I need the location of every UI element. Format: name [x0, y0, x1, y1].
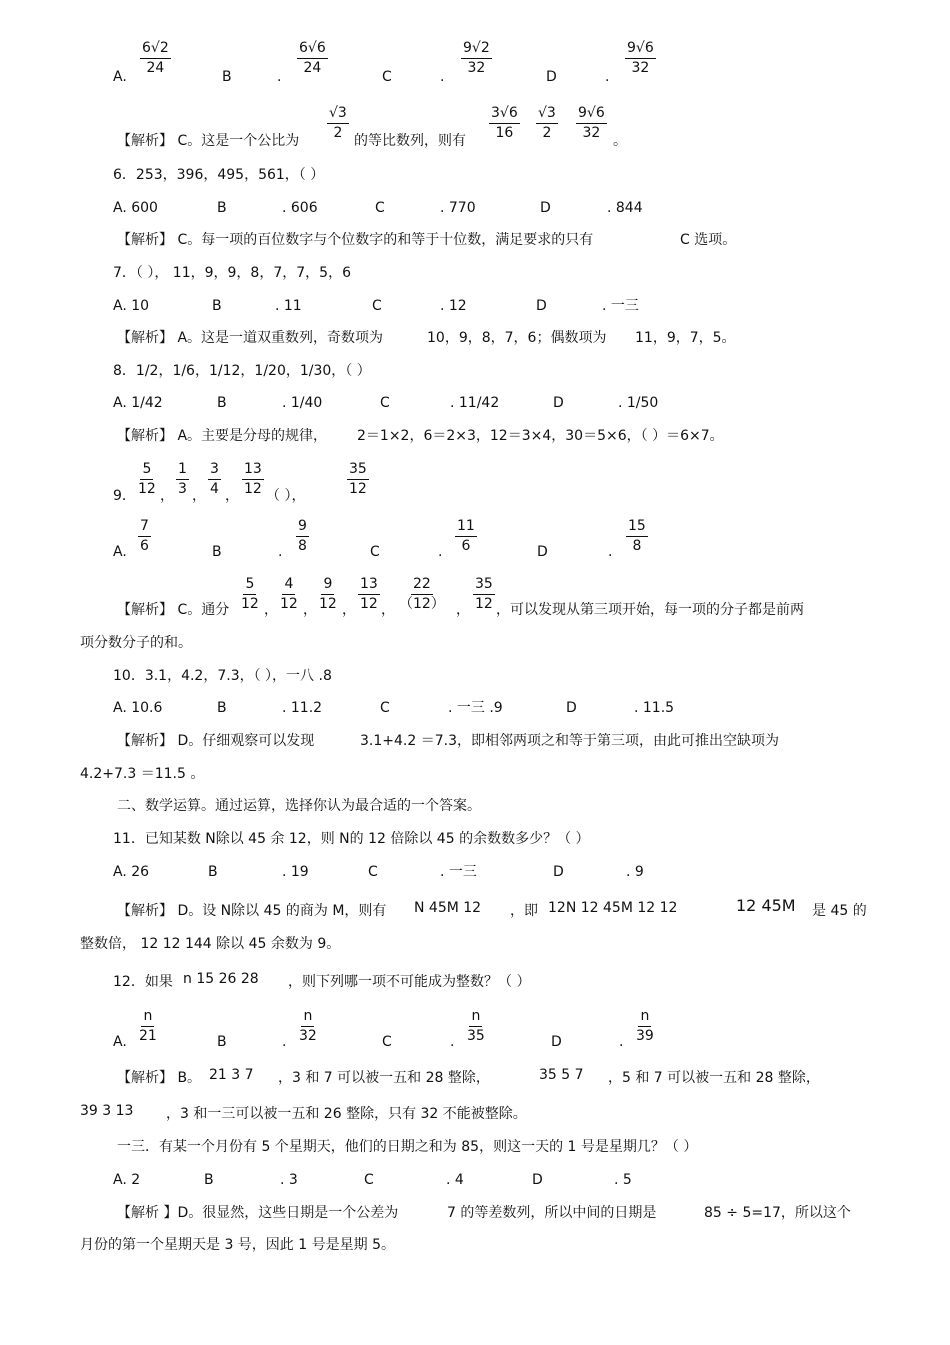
- q12-option-b-letter: B: [217, 1034, 227, 1050]
- q9-analysis-term-3: [319, 576, 337, 612]
- q11-option-c: . 一三: [440, 864, 477, 880]
- numerator: n: [469, 1008, 482, 1027]
- q8-option-d-letter: D: [553, 395, 564, 411]
- q12-analysis-a: 【解析】 B。: [117, 1070, 202, 1086]
- q13-option-d: . 5: [614, 1172, 632, 1188]
- q9-analysis-line2: 项分数分子的和。: [80, 635, 192, 651]
- numerator: √3: [536, 105, 558, 124]
- q12-option-c-dot: .: [450, 1034, 455, 1050]
- numerator: 6√2: [140, 40, 171, 59]
- q5-option-c-letter: C: [382, 69, 392, 85]
- q9-analysis-head: 【解析】 C。通分: [117, 602, 230, 618]
- numerator: 1: [176, 461, 189, 480]
- q12-analysis-expr-1: 21 3 7: [209, 1067, 254, 1083]
- q9-sep: ，: [342, 602, 356, 618]
- q12-option-a-fraction: [139, 1008, 157, 1044]
- q6-option-b: . 606: [282, 200, 318, 216]
- q13-analysis-line2: 月份的第一个星期天是 3 号，因此 1 号是星期 5。: [80, 1237, 395, 1253]
- q5-option-a-fraction: [140, 40, 171, 76]
- q6-option-a: A. 600: [113, 200, 158, 216]
- q5-fraction-1: [489, 105, 520, 141]
- numerator: 9√6: [576, 105, 607, 124]
- denominator: （12）: [399, 596, 445, 612]
- q11-option-d: . 9: [626, 864, 644, 880]
- q9-sep: ，: [160, 488, 174, 504]
- q11-option-b-letter: B: [208, 864, 218, 880]
- q11-analysis-line2: 整数倍， 12 12 144 除以 45 余数为 9。: [80, 936, 341, 952]
- q12-option-d-letter: D: [551, 1034, 562, 1050]
- q9-sep: ，: [264, 602, 278, 618]
- q13-option-c: . 4: [446, 1172, 464, 1188]
- q9-option-c-dot: .: [438, 544, 443, 560]
- q12-option-c-fraction: [467, 1008, 485, 1044]
- numerator: 11: [455, 518, 477, 537]
- denominator: 35: [467, 1028, 485, 1044]
- q10-analysis-text: 【解析】 D。仔细观察可以发现: [117, 733, 315, 749]
- denominator: 32: [299, 1028, 317, 1044]
- q9-option-c-fraction: [455, 518, 477, 554]
- q6-option-c: . 770: [440, 200, 476, 216]
- q5-option-a-letter: A.: [113, 69, 127, 85]
- q11-equation-tail: 是 45 的: [812, 903, 867, 919]
- numerator: √3: [327, 105, 349, 124]
- q9-sep: ，: [303, 602, 317, 618]
- q10-option-c-letter: C: [380, 700, 390, 716]
- q12-analysis-c: ，3 和 7 可以被一五和 28 整除，: [278, 1070, 490, 1086]
- q13-analysis-end: 85 ÷ 5=17，所以这个: [704, 1205, 851, 1221]
- q9-sep: ，: [456, 602, 470, 618]
- q12-analysis-line2-text: ，3 和一三可以被一五和 26 整除，只有 32 不能被整除。: [166, 1106, 527, 1122]
- q10-option-d: . 11.5: [634, 700, 675, 716]
- q12-analysis-expr-2: 35 5 7: [539, 1067, 584, 1083]
- q13-option-b-letter: B: [204, 1172, 214, 1188]
- numerator: 5: [243, 576, 256, 595]
- q5-option-d-dot: .: [605, 69, 610, 85]
- q7-analysis-text: 【解析】 A。这是一道双重数列，奇数项为: [117, 330, 384, 346]
- numerator: 22: [411, 576, 433, 595]
- q11-equation-3: 12 45M: [736, 896, 796, 915]
- q7-option-d: . 一三: [602, 298, 639, 314]
- q5-analysis-head: 【解析】 C。这是一个公比为: [117, 133, 300, 149]
- q9-blank: （ ），: [266, 488, 306, 504]
- numerator: 5: [140, 461, 153, 480]
- q9-sep: ，: [192, 488, 206, 504]
- q12-analysis-e: ，5 和 7 可以被一五和 28 整除，: [608, 1070, 820, 1086]
- q9-analysis-tail: ，可以发现从第三项开始，每一项的分子都是前两: [496, 602, 804, 618]
- q10-analysis-line2: 4.2+7.3 ＝11.5 。: [80, 766, 205, 782]
- q12-option-d-dot: .: [619, 1034, 624, 1050]
- denominator: 24: [146, 60, 165, 76]
- denominator: 12: [475, 596, 493, 612]
- denominator: 3: [178, 481, 187, 497]
- q12-question-c: ，则下列哪一项不可能成为整数？（ ）: [288, 974, 531, 990]
- numerator: 9√2: [461, 40, 492, 59]
- denominator: 12: [244, 481, 262, 497]
- q5-option-d-fraction: [625, 40, 656, 76]
- q10-option-b: . 11.2: [282, 700, 323, 716]
- q11-equation-1: N 45M 12: [414, 900, 482, 916]
- q9-term-5: [347, 461, 369, 497]
- q7-analysis-mid: 10，9，8，7，6；偶数项为: [427, 330, 607, 346]
- numerator: 3: [208, 461, 221, 480]
- q9-option-b-fraction: [296, 518, 309, 554]
- numerator: 6√6: [297, 40, 328, 59]
- denominator: 39: [636, 1028, 654, 1044]
- q6-analysis-end: C 选项。: [680, 232, 737, 248]
- q10-option-b-letter: B: [217, 700, 227, 716]
- numerator: 35: [347, 461, 369, 480]
- numerator: 7: [138, 518, 151, 537]
- denominator: 6: [140, 538, 149, 554]
- q9-option-d-letter: D: [537, 544, 548, 560]
- q13-option-d-letter: D: [532, 1172, 543, 1188]
- q5-analysis-end: 。: [613, 133, 627, 149]
- q12-option-a-letter: A.: [113, 1034, 127, 1050]
- denominator: 32: [467, 60, 486, 76]
- q8-option-d: . 1/50: [618, 395, 659, 411]
- denominator: 21: [139, 1028, 157, 1044]
- denominator: 16: [495, 125, 514, 141]
- denominator: 12: [349, 481, 367, 497]
- q11-option-a: A. 26: [113, 864, 150, 880]
- q9-prefix: 9．: [113, 488, 136, 504]
- q9-option-b-letter: B: [212, 544, 222, 560]
- q5-option-d-letter: D: [546, 69, 557, 85]
- q12-question-a: 12．如果: [113, 974, 173, 990]
- q8-option-c: . 11/42: [450, 395, 500, 411]
- q5-ratio-fraction: [327, 105, 349, 141]
- denominator: 2: [542, 125, 552, 141]
- q6-analysis-text: 【解析】 C。每一项的百位数字与个位数字的和等于十位数，满足要求的只有: [117, 232, 594, 248]
- numerator: 9: [321, 576, 334, 595]
- q11-option-c-letter: C: [368, 864, 378, 880]
- denominator: 6: [461, 538, 471, 554]
- q7-analysis-end: 11，9，7，5。: [635, 330, 736, 346]
- q7-option-b-letter: B: [212, 298, 222, 314]
- q10-option-d-letter: D: [566, 700, 577, 716]
- q9-analysis-term-1: [241, 576, 259, 612]
- numerator: 4: [282, 576, 295, 595]
- q5-option-c-fraction: [461, 40, 492, 76]
- denominator: 24: [303, 60, 322, 76]
- numerator: 3√6: [489, 105, 520, 124]
- q12-analysis-expr-3: 39 3 13: [80, 1103, 134, 1119]
- denominator: 8: [298, 538, 307, 554]
- q12-option-b-dot: .: [282, 1034, 287, 1050]
- numerator: 9√6: [625, 40, 656, 59]
- denominator: 12: [280, 596, 298, 612]
- q13-analysis-mid: 7 的等差数列，所以中间的日期是: [447, 1205, 657, 1221]
- q10-analysis-mid: 3.1+4.2 ＝7.3，即相邻两项之和等于第三项，由此可推出空缺项为: [360, 733, 779, 749]
- q11-equation-2: 12N 12 45M 12 12: [548, 900, 678, 916]
- numerator: 13: [358, 576, 380, 595]
- q8-analysis-text: 【解析】 A。主要是分母的规律，: [117, 428, 328, 444]
- numerator: 15: [626, 518, 648, 537]
- q11-question: 11．已知某数 N除以 45 余 12，则 N的 12 倍除以 45 的余数数多少？（ ）: [113, 831, 590, 847]
- q5-option-b-fraction: [297, 40, 328, 76]
- q5-option-c-dot: .: [440, 69, 445, 85]
- q9-term-2: [176, 461, 189, 497]
- q5-fraction-3: [576, 105, 607, 141]
- q13-question: 一三．有某一个月份有 5 个星期天，他们的日期之和为 85，则这一天的 1 号是星期几？（ ）: [117, 1139, 698, 1155]
- q9-option-b-dot: .: [278, 544, 283, 560]
- q9-analysis-term-2: [280, 576, 298, 612]
- denominator: 12: [138, 481, 156, 497]
- q10-option-a: A. 10.6: [113, 700, 163, 716]
- q13-analysis-text: 【解析 】D。很显然，这些日期是一个公差为: [117, 1205, 399, 1221]
- denominator: 4: [210, 481, 219, 497]
- q9-option-c-letter: C: [370, 544, 380, 560]
- q9-option-a-letter: A.: [113, 544, 127, 560]
- q9-term-1: [138, 461, 156, 497]
- q7-option-c: . 12: [440, 298, 467, 314]
- q11-analysis-text: 【解析】 D。设 N除以 45 的商为 M，则有: [117, 903, 387, 919]
- q13-option-b: . 3: [280, 1172, 298, 1188]
- q8-option-b: . 1/40: [282, 395, 323, 411]
- q6-option-c-letter: C: [375, 200, 385, 216]
- q9-analysis-term-5: [399, 576, 445, 612]
- q7-option-a: A. 10: [113, 298, 150, 314]
- q5-option-b-dot: .: [277, 69, 282, 85]
- q9-option-d-fraction: [626, 518, 648, 554]
- q9-sep: ，: [225, 488, 239, 504]
- section-heading: 二、数学运算。通过运算，选择你认为最合适的一个答案。: [117, 798, 481, 814]
- q6-option-d: . 844: [607, 200, 643, 216]
- q13-option-c-letter: C: [364, 1172, 374, 1188]
- q9-option-d-dot: .: [608, 544, 613, 560]
- q12-option-d-fraction: [636, 1008, 654, 1044]
- denominator: 32: [631, 60, 650, 76]
- q11-option-d-letter: D: [553, 864, 564, 880]
- q6-option-d-letter: D: [540, 200, 551, 216]
- q11-option-b: . 19: [282, 864, 309, 880]
- denominator: 2: [333, 125, 343, 141]
- numerator: 35: [473, 576, 495, 595]
- q7-question: 7．（ ）， 11，9，9，8，7，7，5，6: [113, 265, 351, 281]
- q10-option-c: . 一三 .9: [448, 700, 503, 716]
- denominator: 12: [360, 596, 378, 612]
- q6-option-b-letter: B: [217, 200, 227, 216]
- q8-analysis-end: 2＝1×2，6＝2×3，12＝3×4，30＝5×6，（ ）＝6×7。: [357, 428, 724, 444]
- q8-option-c-letter: C: [380, 395, 390, 411]
- denominator: 12: [319, 596, 337, 612]
- q9-analysis-term-4: [358, 576, 380, 612]
- numerator: 9: [296, 518, 309, 537]
- q5-option-b-letter: B: [222, 69, 232, 85]
- q7-option-c-letter: C: [372, 298, 382, 314]
- q12-question-expr: n 15 26 28: [183, 971, 259, 987]
- q8-option-a: A. 1/42: [113, 395, 163, 411]
- q9-analysis-term-6: [473, 576, 495, 612]
- q10-question: 10．3.1，4.2，7.3，（ ），一八 .8: [113, 668, 332, 684]
- denominator: 12: [241, 596, 259, 612]
- numerator: 13: [242, 461, 264, 480]
- numerator: n: [638, 1008, 651, 1027]
- q9-option-a-fraction: [138, 518, 151, 554]
- q12-option-c-letter: C: [382, 1034, 392, 1050]
- q9-sep: ，: [381, 602, 395, 618]
- q13-option-a: A. 2: [113, 1172, 141, 1188]
- q12-option-b-fraction: [299, 1008, 317, 1044]
- q6-question: 6．253，396，495，561，（ ）: [113, 167, 325, 183]
- denominator: 8: [632, 538, 642, 554]
- q9-term-4: [242, 461, 264, 497]
- denominator: 32: [582, 125, 601, 141]
- q7-option-b: . 11: [275, 298, 302, 314]
- q7-option-d-letter: D: [536, 298, 547, 314]
- q8-option-b-letter: B: [217, 395, 227, 411]
- numerator: n: [301, 1008, 314, 1027]
- numerator: n: [141, 1008, 154, 1027]
- q8-question: 8．1/2，1/6，1/12，1/20，1/30，（ ）: [113, 363, 371, 379]
- q5-analysis-mid: 的等比数列，则有: [354, 133, 466, 149]
- q11-equation-sep: ，即: [510, 903, 538, 919]
- q5-fraction-2: [536, 105, 558, 141]
- q9-term-3: [208, 461, 221, 497]
